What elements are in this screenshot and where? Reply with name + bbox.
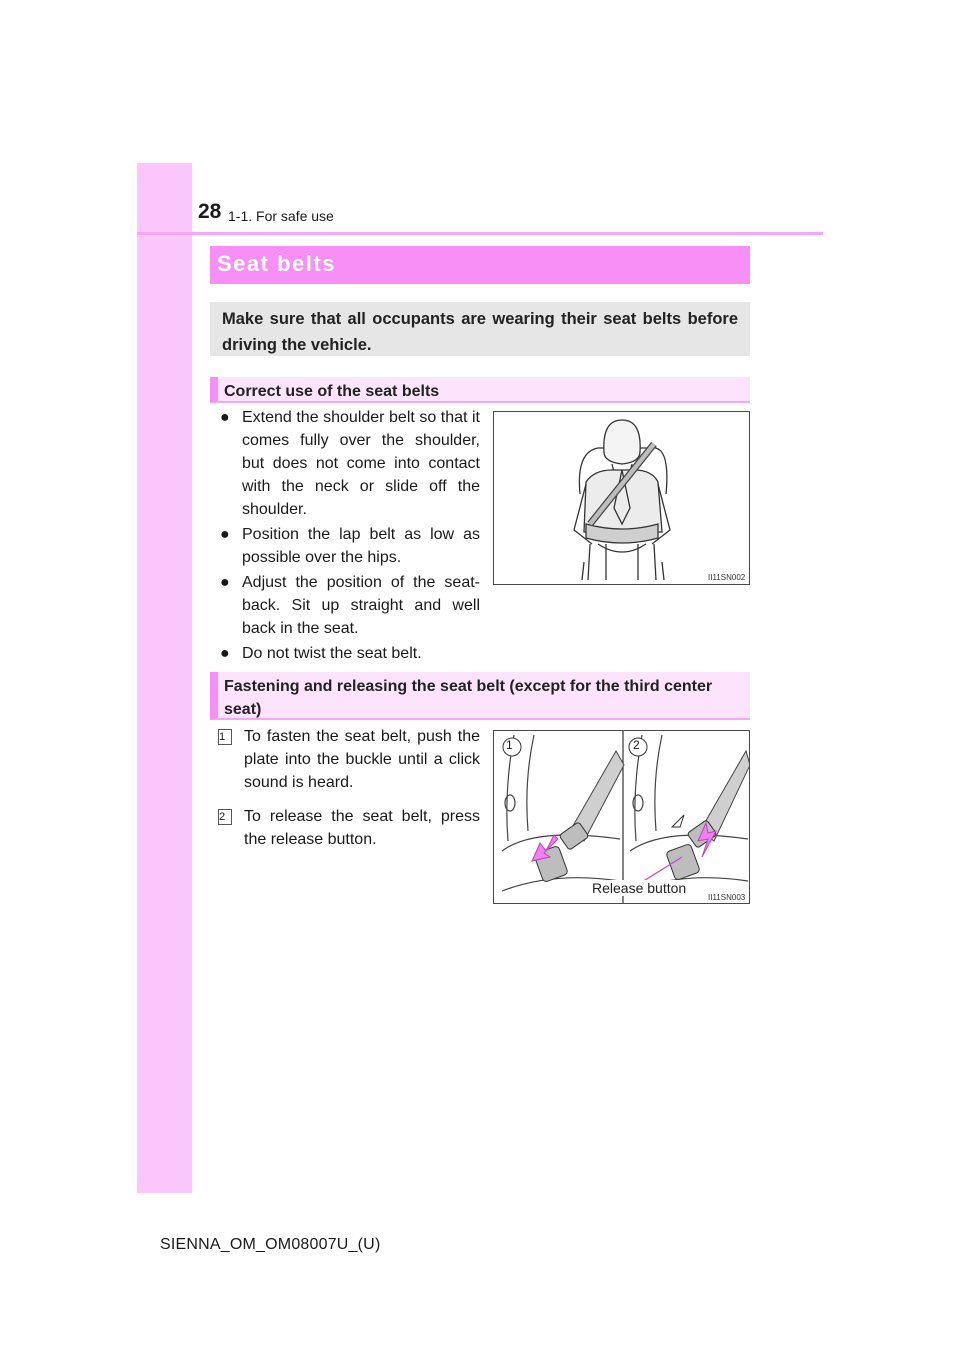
bullet-icon: ●: [220, 526, 230, 543]
step-number-badge: 2: [218, 809, 232, 825]
side-tab-strip: [137, 163, 192, 1193]
subheading-correct-use: Correct use of the seat belts: [210, 377, 750, 403]
header-rule: [137, 232, 823, 235]
bullet-icon: ●: [220, 645, 230, 662]
buckle-illustration: [494, 731, 750, 904]
intro-box: Make sure that all occupants are wearing their seat belts before driving the vehicle.: [210, 302, 750, 356]
bullet-icon: ●: [220, 409, 230, 426]
occupant-illustration: [494, 412, 750, 585]
list-item: [218, 805, 480, 851]
section-title-bar: [210, 246, 750, 284]
figure-code: II11SN002: [708, 573, 746, 582]
bullet-text: Extend the shoulder belt so that it comes fully over the shoulder, but does not come into contact with the neck or slide off the shoulder.: [242, 409, 480, 518]
bullet-icon: ●: [220, 574, 230, 591]
bullet-list: [220, 406, 480, 667]
page-number: 28: [198, 200, 222, 223]
bullet-text: Adjust the position of the seat-back. Sit up straight and well back in the seat.: [242, 574, 480, 637]
bullet-text: Do not twist the seat belt.: [242, 645, 422, 662]
release-button-callout: Release button: [592, 880, 687, 896]
list-item: [220, 642, 480, 665]
list-item: [220, 523, 480, 569]
bullet-text: Position the lap belt as low as possible over the hips.: [242, 526, 480, 566]
step-list: [218, 725, 480, 862]
figure-seated-occupant: [493, 411, 750, 585]
figure-buckle: [493, 730, 750, 904]
step-text: To release the seat belt, press the release button.: [244, 808, 480, 848]
step-text: To fasten the seat belt, push the plate into the buckle until a click sound is heard.: [244, 728, 480, 791]
step-number-badge: 1: [218, 729, 232, 745]
list-item: [220, 571, 480, 640]
chapter-title: 1-1. For safe use: [228, 208, 334, 224]
list-item: [218, 725, 480, 794]
page-title: Seat belts: [217, 251, 336, 276]
figure-label-2: 2: [633, 738, 640, 752]
figure-code: II11SN003: [708, 893, 746, 902]
list-item: [220, 406, 480, 521]
figure-label-1: 1: [506, 738, 513, 752]
document-footer: SIENNA_OM_OM08007U_(U): [160, 1236, 381, 1253]
subheading-fastening: Fastening and releasing the seat belt (except for the third center seat): [210, 672, 750, 720]
